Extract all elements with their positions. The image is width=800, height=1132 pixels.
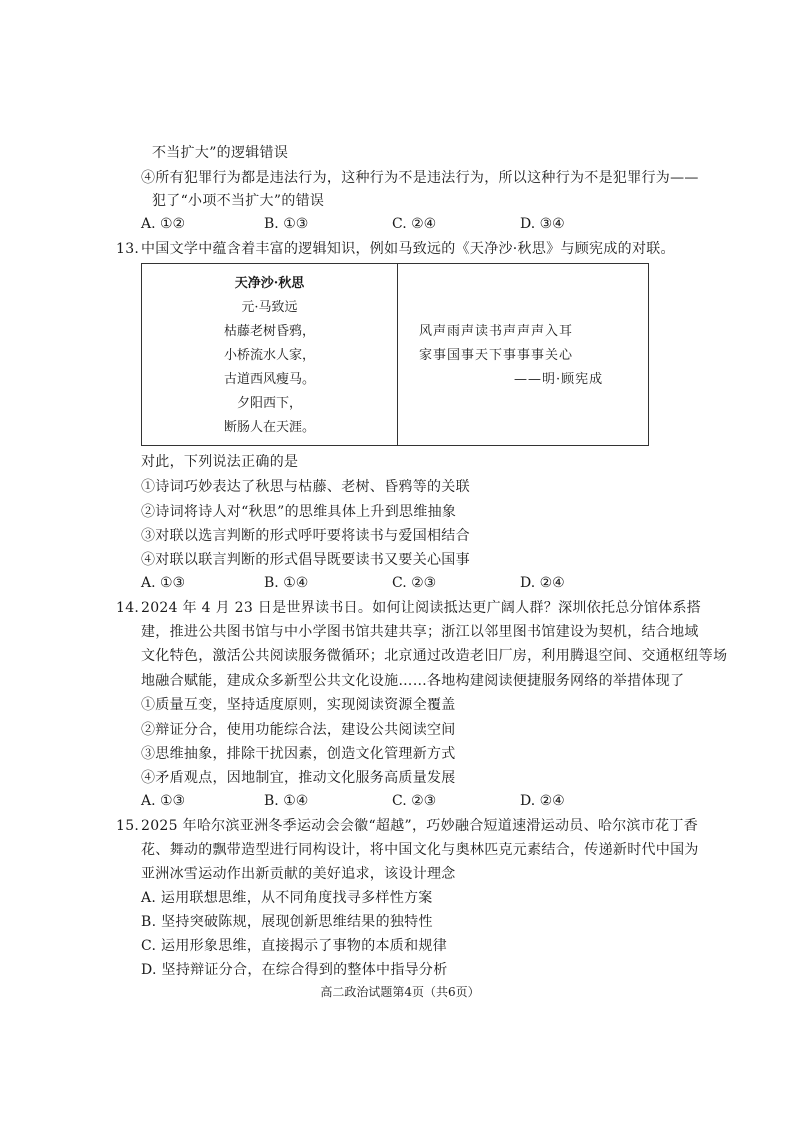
q14-option-a: A. ①③	[141, 793, 186, 809]
q14-item: ③思维抽象，排除干扰因素，创造文化管理新方式	[141, 746, 456, 762]
couplet-author: ——明·顾宪成	[514, 372, 604, 387]
q14-stem-line: 2024 年 4 月 23 日是世界读书日。如何让阅读抵达更广阔人群？深圳依托总分馆体系搭	[141, 600, 702, 616]
q15-option-d: D. 坚持辩证分合，在综合得到的整体中指导分析	[141, 962, 448, 978]
poem-line: 小桥流水人家，	[223, 348, 315, 363]
q15-option-b: B. 坚持突破陈规，展现创新思维结果的独特性	[141, 914, 433, 930]
couplet-line: 风声雨声读书声声声入耳	[419, 324, 574, 339]
q13-option-c: C. ②③	[392, 575, 437, 591]
poem-line: 枯藤老树昏鸦，	[223, 324, 315, 339]
q15-option-a: A. 运用联想思维，从不同角度找寻多样性方案	[141, 890, 433, 906]
q14-item: ①质量互变，坚持适度原则，实现阅读资源全覆盖	[141, 697, 456, 713]
couplet-line: 家事国事天下事事事关心	[419, 348, 574, 363]
q15-stem-line: 花、舞动的飘带造型进行同构设计，将中国文化与奥林匹克元素结合，传递新时代中国为	[141, 842, 699, 858]
q15-number: 15.	[116, 818, 140, 834]
q13-stem: 中国文学中蕴含着丰富的逻辑知识，例如马致远的《天净沙·秋思》与顾宪成的对联。	[141, 241, 675, 257]
q12-item3-tail: 不当扩大”的逻辑错误	[152, 145, 289, 161]
q12-option-d: D. ③④	[520, 216, 565, 232]
page-footer: 高二政治试题第4页（共6页）	[320, 985, 480, 999]
q13-item: ①诗词巧妙表达了秋思与枯藤、老树、昏鸦等的关联	[141, 479, 470, 495]
q14-stem-line: 地融合赋能，建成众多新型公共文化设施……各地构建阅读便捷服务网络的举措体现了	[141, 673, 685, 689]
poem-line: 古道西风瘦马。	[223, 372, 315, 387]
poem-line: 夕阳西下，	[236, 396, 302, 411]
poem-author: 元·马致远	[241, 300, 298, 315]
q15-option-c: C. 运用形象思维，直接揭示了事物的本质和规律	[141, 938, 448, 954]
q12-option-c: C. ②④	[392, 216, 437, 232]
q14-option-d: D. ②④	[520, 793, 565, 809]
box-divider	[397, 264, 398, 445]
q14-stem-line: 文化特色，激活公共阅读服务微循环；北京通过改造老旧厂房，利用腾退空间、交通枢纽等场	[141, 648, 728, 664]
q12-option-a: A. ①②	[141, 216, 186, 232]
q14-stem-line: 建，推进公共图书馆与中小学图书馆共建共享；浙江以邻里图书馆建设为契机，结合地域	[141, 624, 699, 640]
q13-item: ②诗词将诗人对“秋思”的思维具体上升到思维抽象	[141, 504, 457, 520]
q15-stem-line: 亚洲冰雪运动作出新贡献的美好追求，该设计理念	[141, 866, 456, 882]
q14-option-b: B. ①④	[264, 793, 309, 809]
q12-option-b: B. ①③	[264, 216, 309, 232]
q12-item4-line1: ④所有犯罪行为都是违法行为，这种行为不是违法行为，所以这种行为不是犯罪行为——	[141, 170, 699, 186]
q14-number: 14.	[116, 600, 140, 616]
q14-item: ④矛盾观点，因地制宜，推动文化服务高质量发展	[141, 770, 456, 786]
q13-item: ④对联以联言判断的形式倡导既要读书又要关心国事	[141, 552, 470, 568]
q13-number: 13.	[116, 241, 140, 257]
q13-option-d: D. ②④	[520, 575, 565, 591]
poem-line: 断肠人在天涯。	[223, 420, 315, 435]
q13-prompt: 对此，下列说法正确的是	[141, 454, 299, 470]
q14-item: ②辩证分合，使用功能综合法，建设公共阅读空间	[141, 722, 456, 738]
q13-item: ③对联以选言判断的形式呼吁要将读书与爱国相结合	[141, 528, 470, 544]
q13-option-b: B. ①④	[264, 575, 309, 591]
poem-title: 天净沙·秋思	[234, 276, 305, 291]
q14-option-c: C. ②③	[392, 793, 437, 809]
q13-material-box	[141, 263, 649, 446]
q15-stem-line: 2025 年哈尔滨亚洲冬季运动会会徽“超越”，巧妙融合短道速滑运动员、哈尔滨市花丁香	[141, 818, 698, 834]
q12-item4-line2: 犯了“小项不当扩大”的错误	[152, 193, 325, 209]
q13-option-a: A. ①③	[141, 575, 186, 591]
